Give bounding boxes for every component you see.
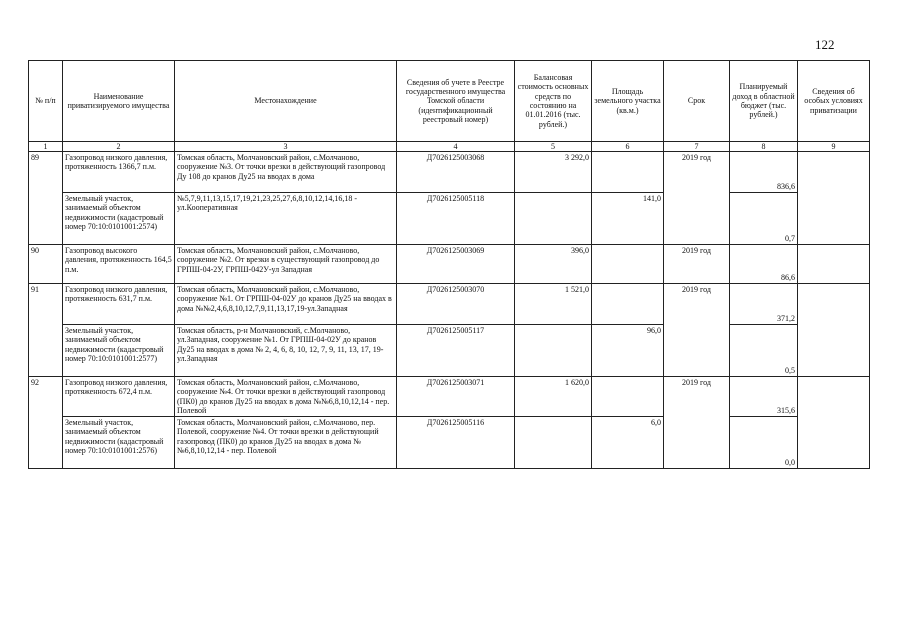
balance-value: 3 292,0 [515,152,592,193]
property-name: Газопровод низкого давления, протяженность 1366,7 п.м. [63,152,175,193]
row-number: 90 [29,245,63,284]
header-registry: Сведения об учете в Реестре государственного имущества Томской области (идентификационный реестровый номер) [397,61,515,142]
planned-income: 315,6 [730,377,798,417]
page-number: 122 [815,37,835,52]
registry-number: Д7026125003068 [397,152,515,193]
row-number: 92 [29,377,63,469]
land-area: 141,0 [592,193,664,245]
planned-income: 836,6 [730,152,798,193]
land-area [592,377,664,417]
registry-number: Д7026125005116 [397,417,515,469]
property-location: Томская область, р-н Молчановский, с.Молчаново, ул.Западная, сооружение №1. От ГРПШ-04-02У до кранов Ду25 на вводах в дома № 2, 4, 6, 8, 10, 12, 7, 9, 11, 13, 17, 19-ул.Западная [175,325,397,377]
column-number: 6 [592,142,664,152]
row-number: 89 [29,152,63,245]
table-row [29,325,870,377]
column-number: 2 [63,142,175,152]
table-row [29,193,870,245]
property-name: Газопровод низкого давления, протяженность 672,4 п.м. [63,377,175,417]
column-number: 4 [397,142,515,152]
special-conditions [798,245,870,284]
privatization-table [28,60,870,469]
balance-value: 1 620,0 [515,377,592,417]
header-location: Местонахождение [175,61,397,142]
balance-value [515,193,592,245]
column-number: 5 [515,142,592,152]
column-number-row [29,142,870,152]
header-name: Наименование приватизируемого имущества [63,61,175,142]
row-number: 91 [29,284,63,377]
table-row [29,377,870,417]
property-name: Земельный участок, занимаемый объектом недвижимости (кадастровый номер 70:10:0101001:2574) [63,193,175,245]
property-location: Томская область, Молчановский район, с.Молчаново, пер. Полевой, сооружение №4. От точки врезки в действующий газопровод (ПК0) до кранов Ду25 на вводах в дома №№6,8,10,12,14 - пер. Полевой [175,417,397,469]
property-location: Томская область, Молчановский район, с.Молчаново, сооружение №2. От врезки в существующий газопровод до ГРПШ-04-2У, ГРПШ-042У-ул Западная [175,245,397,284]
privatization-term: 2019 год [664,152,730,245]
header-term: Срок [664,61,730,142]
header-conditions: Сведения об особых условиях приватизации [798,61,870,142]
property-location: №5,7,9,11,13,15,17,19,21,23,25,27,6,8,10,12,14,16,18 - ул.Кооперативная [175,193,397,245]
header-balance: Балансовая стоимость основных средств по состоянию на 01.01.2016 (тыс. рублей.) [515,61,592,142]
property-location: Томская область, Молчановский район, с.Молчаново, сооружение №4. От точки врезки в действующий газопровод (ПК0) до кранов Ду25 на вводах в дома №№6,8,10,12,14 - пер. Полевой [175,377,397,417]
table-row [29,152,870,193]
land-area: 6,0 [592,417,664,469]
balance-value [515,325,592,377]
balance-value [515,417,592,469]
header-income: Планируемый доход в областной бюджет (тыс. рублей.) [730,61,798,142]
registry-number: Д7026125003070 [397,284,515,325]
planned-income: 371,2 [730,284,798,325]
land-area [592,245,664,284]
property-name: Газопровод низкого давления, протяженность 631,7 п.м. [63,284,175,325]
header-area: Площадь земельного участка (кв.м.) [592,61,664,142]
column-number: 8 [730,142,798,152]
planned-income: 86,6 [730,245,798,284]
special-conditions [798,377,870,469]
registry-number: Д7026125005117 [397,325,515,377]
column-number: 3 [175,142,397,152]
planned-income: 0,5 [730,325,798,377]
special-conditions [798,152,870,245]
table-row [29,284,870,325]
privatization-term: 2019 год [664,284,730,377]
balance-value: 1 521,0 [515,284,592,325]
privatization-term: 2019 год [664,245,730,284]
column-number: 9 [798,142,870,152]
header-no: № п/п [29,61,63,142]
property-name: Земельный участок, занимаемый объектом недвижимости (кадастровый номер 70:10:0101001:2576) [63,417,175,469]
balance-value: 396,0 [515,245,592,284]
special-conditions [798,284,870,377]
planned-income: 0,7 [730,193,798,245]
header-row [29,61,870,142]
column-number: 1 [29,142,63,152]
registry-number: Д7026125003069 [397,245,515,284]
table-row [29,417,870,469]
registry-number: Д7026125005118 [397,193,515,245]
property-name: Газопровод высокого давления, протяженность 164,5 п.м. [63,245,175,284]
table-row [29,245,870,284]
land-area [592,284,664,325]
property-location: Томская область, Молчановский район, с.Молчаново, сооружение №3. От точки врезки в действующий газопровод Ду 108 до кранов Ду25 на вводах в дома [175,152,397,193]
planned-income: 0,0 [730,417,798,469]
privatization-term: 2019 год [664,377,730,469]
column-number: 7 [664,142,730,152]
land-area: 96,0 [592,325,664,377]
property-name: Земельный участок, занимаемый объектом недвижимости (кадастровый номер 70:10:0101001:2577) [63,325,175,377]
registry-number: Д7026125003071 [397,377,515,417]
land-area [592,152,664,193]
property-location: Томская область, Молчановский район, с.Молчаново, сооружение №1. От ГРПШ-04-02У до кранов Ду25 на вводах в дома №№2,4,6,8,10,12,7,9,11,13,17,19-ул.Западная [175,284,397,325]
